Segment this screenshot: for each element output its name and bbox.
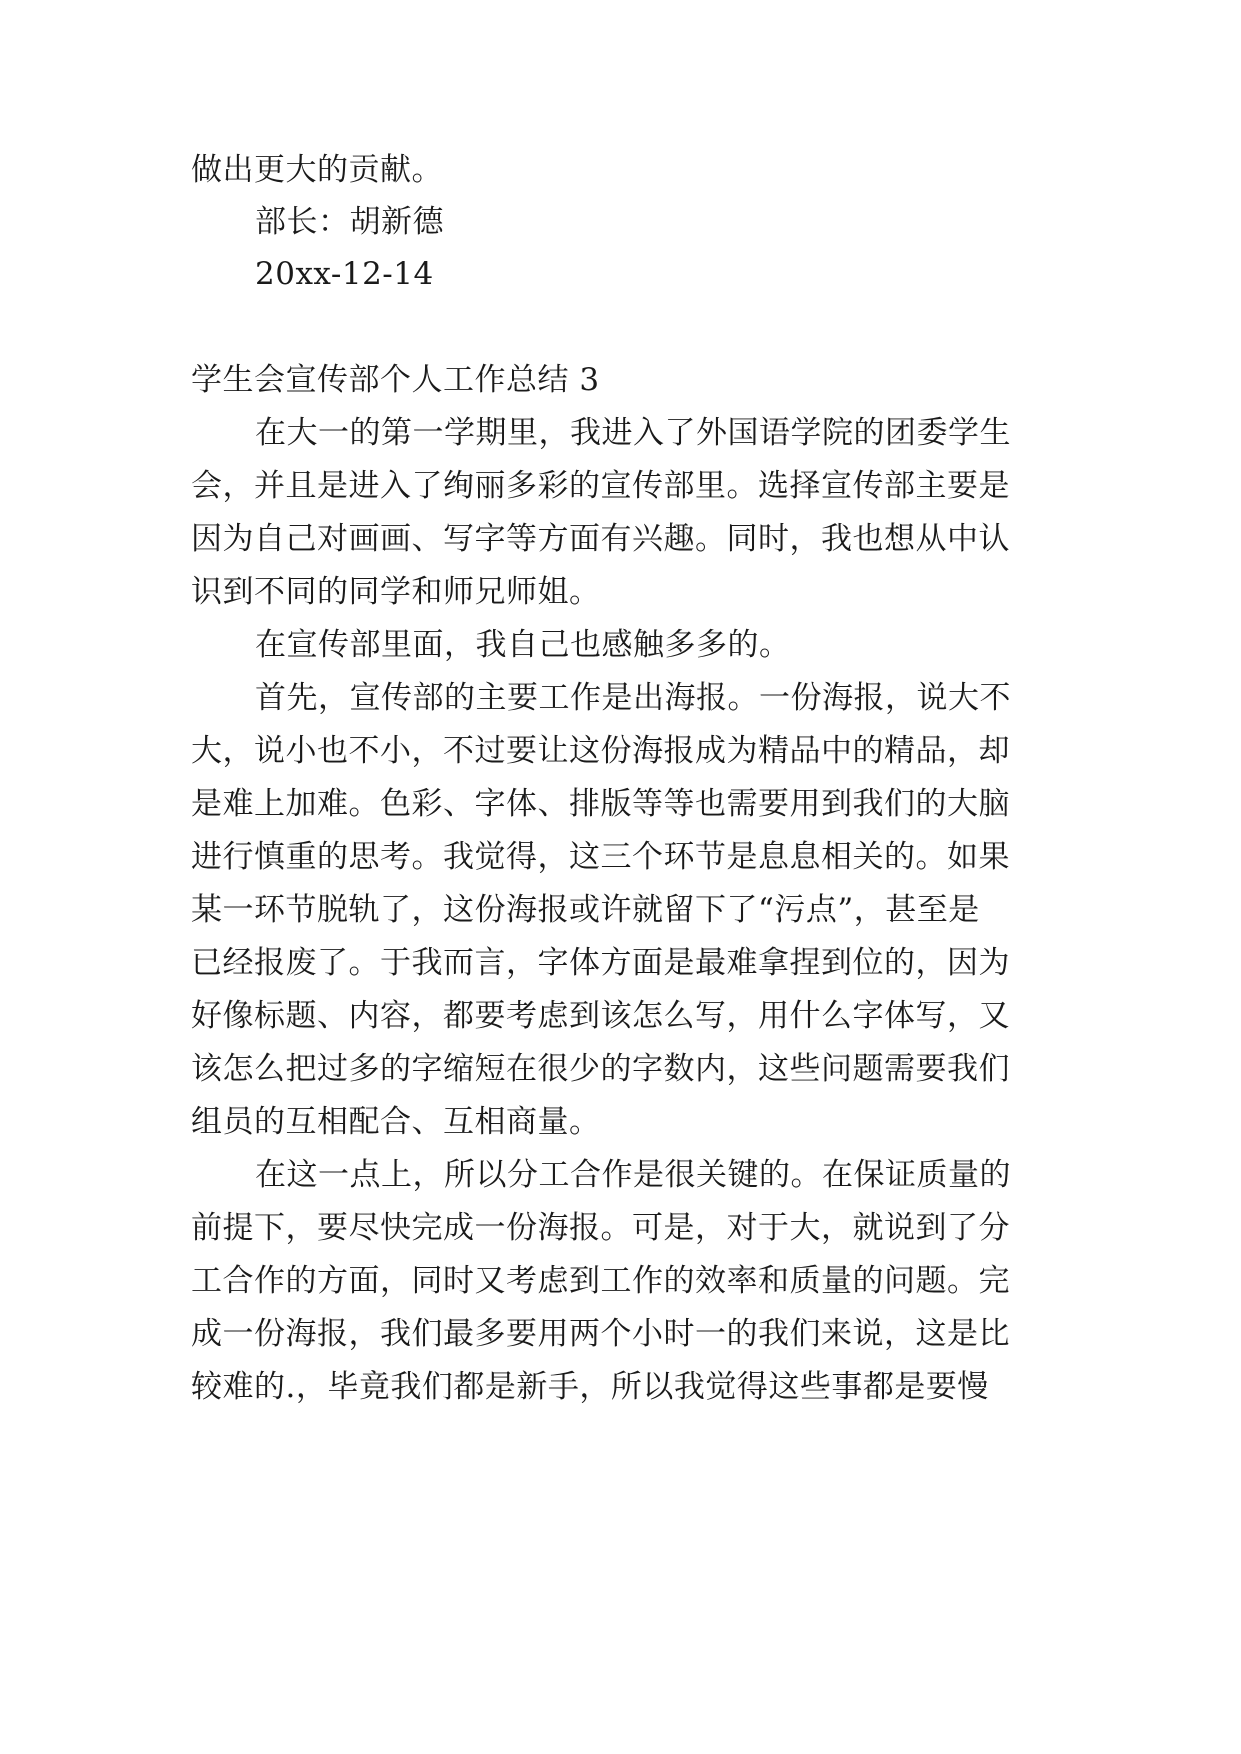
signature-line: 部长：胡新德	[255, 204, 444, 240]
paragraph-line: 在这一点上，所以分工合作是很关键的。在保证质量的	[255, 1157, 1011, 1193]
paragraph-line: 已经报废了。于我而言，字体方面是最难拿捏到位的，因为	[191, 945, 1010, 981]
paragraph-line: 会，并且是进入了绚丽多彩的宣传部里。选择宣传部主要是	[191, 468, 1010, 504]
paragraph-line: 组员的互相配合、互相商量。	[191, 1104, 601, 1140]
paragraph-line: 前提下，要尽快完成一份海报。可是，对于大，就说到了分	[191, 1210, 1010, 1246]
text-line: 做出更大的贡献。	[191, 152, 443, 188]
paragraph-line: 该怎么把过多的字缩短在很少的字数内，这些问题需要我们	[191, 1051, 1010, 1087]
paragraph-line: 在宣传部里面，我自己也感触多多的。	[255, 627, 791, 663]
date-line: 20xx-12-14	[255, 256, 434, 292]
paragraph-line: 成一份海报，我们最多要用两个小时一的我们来说，这是比	[191, 1316, 1010, 1352]
paragraph-line: 好像标题、内容，都要考虑到该怎么写，用什么字体写，又	[191, 998, 1010, 1034]
paragraph-line: 进行慎重的思考。我觉得，这三个环节是息息相关的。如果	[191, 839, 1010, 875]
paragraph-line: 大，说小也不小，不过要让这份海报成为精品中的精品，却	[191, 733, 1010, 769]
paragraph-line: 在大一的第一学期里，我进入了外国语学院的团委学生	[255, 415, 1011, 451]
paragraph-line: 是难上加难。色彩、字体、排版等等也需要用到我们的大脑	[191, 786, 1010, 822]
paragraph-line: 识到不同的同学和师兄师姐。	[191, 574, 601, 610]
paragraph-line: 因为自己对画画、写字等方面有兴趣。同时，我也想从中认	[191, 521, 1010, 557]
paragraph-line: 工合作的方面，同时又考虑到工作的效率和质量的问题。完	[191, 1263, 1010, 1299]
paragraph-line: 首先，宣传部的主要工作是出海报。一份海报，说大不	[255, 680, 1011, 716]
paragraph-line: 较难的.，毕竟我们都是新手，所以我觉得这些事都是要慢	[191, 1369, 989, 1405]
section-title: 学生会宣传部个人工作总结 3	[191, 362, 600, 398]
paragraph-line: 某一环节脱轨了，这份海报或许就留下了“污点”，甚至是	[191, 892, 980, 928]
